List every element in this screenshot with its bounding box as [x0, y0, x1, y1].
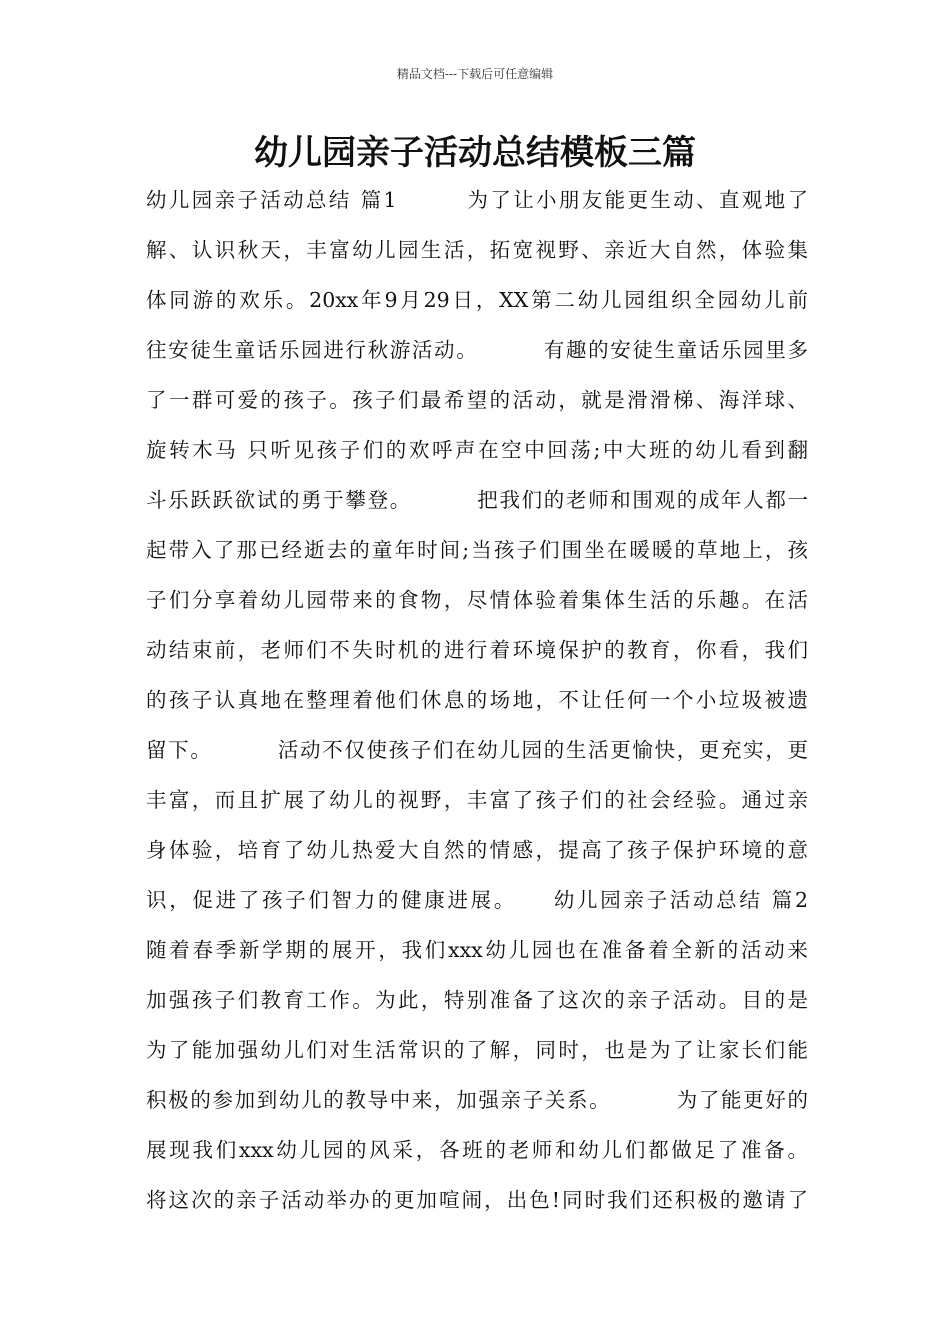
header-note: 精品文档---下载后可任意编辑 — [396, 67, 554, 81]
body-line: 加强孩子们教育工作。为此，特别准备了这次的亲子活动。目的是 — [146, 988, 808, 1012]
body-line: 的孩子认真地在整理着他们休息的场地，不让任何一个小垃圾被遗 — [146, 688, 808, 712]
body-line: 动结束前，老师们不失时机的进行着环境保护的教育，你看，我们 — [146, 638, 808, 662]
body-line: 旋转木马 只听见孩子们的欢呼声在空中回荡;中大班的幼儿看到翻 — [146, 438, 808, 462]
body-line: 为了能加强幼儿们对生活常识的了解，同时，也是为了让家长们能 — [146, 1038, 808, 1062]
body-line: 解、认识秋天，丰富幼儿园生活，拓宽视野、亲近大自然，体验集 — [146, 238, 808, 262]
body-line: 起带入了那已经逝去的童年时间;当孩子们围坐在暖暖的草地上，孩 — [146, 538, 808, 562]
body-line: 留下。 活动不仅使孩子们在幼儿园的生活更愉快，更充实，更 — [146, 738, 808, 762]
body-line: 子们分享着幼儿园带来的食物，尽情体验着集体生活的乐趣。在活 — [146, 588, 808, 612]
body-line: 展现我们xxx幼儿园的风采，各班的老师和幼儿们都做足了准备。 — [146, 1138, 808, 1162]
body-line: 丰富，而且扩展了幼儿的视野，丰富了孩子们的社会经验。通过亲 — [146, 788, 808, 812]
body-line: 斗乐跃跃欲试的勇于攀登。 把我们的老师和围观的成年人都一 — [146, 488, 808, 512]
body-line: 幼儿园亲子活动总结 篇1 为了让小朋友能更生动、直观地了 — [146, 188, 808, 212]
body-line: 体同游的欢乐。20xx年9月29日，XX第二幼儿园组织全园幼儿前 — [146, 288, 808, 312]
body-line: 积极的参加到幼儿的教导中来，加强亲子关系。 为了能更好的 — [146, 1088, 808, 1112]
document-body — [146, 180, 808, 1230]
body-line: 往安徒生童话乐园进行秋游活动。 有趣的安徒生童话乐园里多 — [146, 338, 808, 362]
body-line: 将这次的亲子活动举办的更加喧闹，出色!同时我们还积极的邀请了 — [146, 1188, 808, 1212]
body-line: 识，促进了孩子们智力的健康进展。 幼儿园亲子活动总结 篇2 — [146, 888, 808, 912]
document-title: 幼儿园亲子活动总结模板三篇 — [254, 133, 696, 173]
body-line: 身体验，培育了幼儿热爱大自然的情感，提高了孩子保护环境的意 — [146, 838, 808, 862]
body-line: 随着春季新学期的展开，我们xxx幼儿园也在准备着全新的活动来 — [146, 938, 808, 962]
body-line: 了一群可爱的孩子。孩子们最希望的活动，就是滑滑梯、海洋球、 — [146, 388, 808, 412]
